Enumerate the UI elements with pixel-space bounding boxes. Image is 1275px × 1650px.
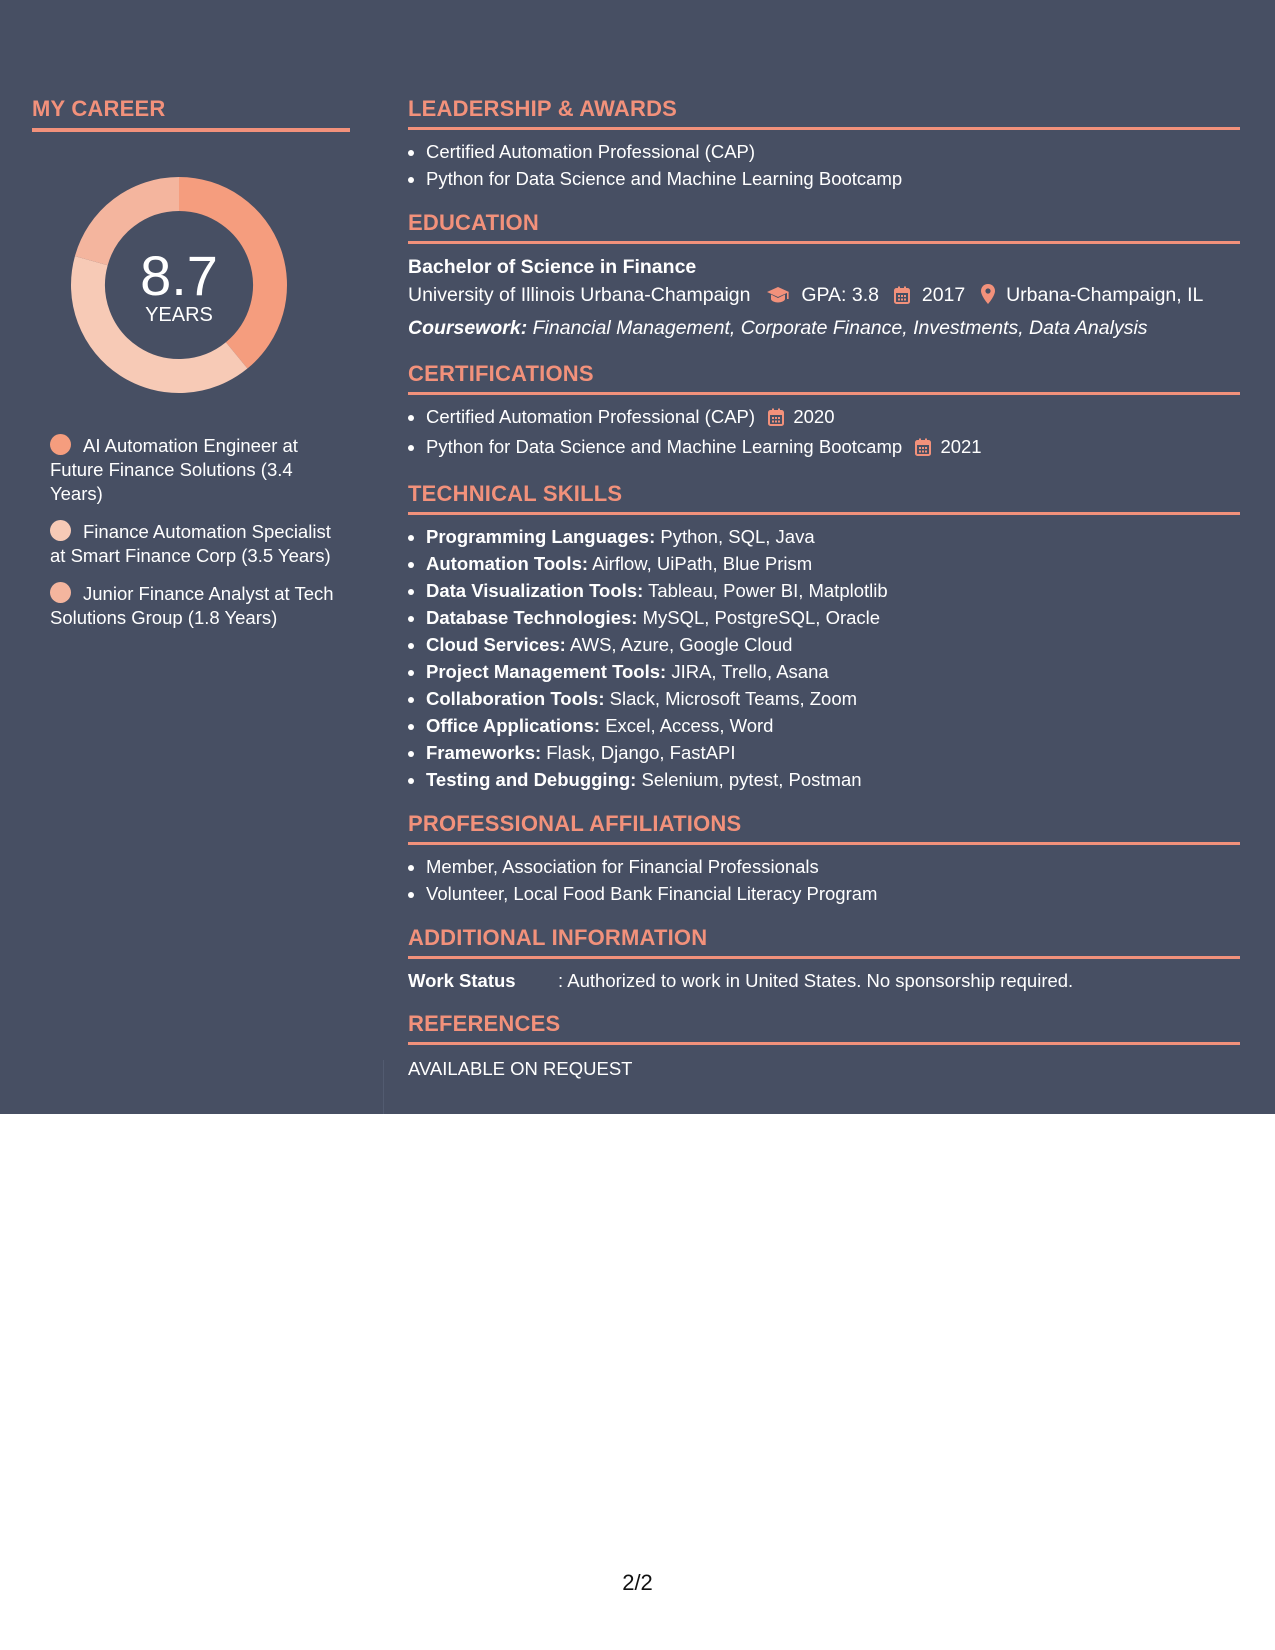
additional-section	[408, 925, 1240, 993]
skill-value: Tableau, Power BI, Matplotlib	[648, 580, 888, 601]
skill-value: Flask, Django, FastAPI	[546, 742, 736, 763]
education-location: Urbana-Champaign, IL	[1006, 284, 1204, 306]
main-content	[408, 96, 1240, 1099]
leadership-item: • Certified Automation Professional (CAP)	[426, 138, 1240, 165]
calendar-icon	[915, 436, 931, 463]
map-pin-icon	[981, 283, 995, 313]
skill-value: Slack, Microsoft Teams, Zoom	[609, 688, 858, 709]
career-donut-chart	[66, 172, 292, 398]
education-school: University of Illinois Urbana-Champaign	[408, 284, 751, 306]
legend-dot-icon	[50, 582, 71, 603]
skill-label: Project Management Tools:	[426, 661, 667, 682]
affiliations-list	[408, 853, 1240, 907]
leadership-section	[408, 96, 1240, 192]
skill-value: Selenium, pytest, Postman	[641, 769, 862, 790]
references-section	[408, 1011, 1240, 1081]
skill-value: JIRA, Trello, Asana	[671, 661, 829, 682]
education-coursework	[408, 313, 1240, 343]
career-sidebar	[32, 96, 352, 644]
education-section	[408, 210, 1240, 343]
career-legend-text: Finance Automation Specialist at Smart Finance Corp (3.5 Years)	[50, 521, 331, 566]
skill-item	[426, 523, 1240, 550]
career-legend-item	[50, 434, 340, 506]
skill-value: Excel, Access, Word	[605, 715, 774, 736]
leadership-item: • Python for Data Science and Machine Learning Bootcamp	[426, 165, 1240, 192]
skill-item	[426, 739, 1240, 766]
affiliation-item: • Volunteer, Local Food Bank Financial Literacy Program	[426, 880, 1240, 907]
skill-item	[426, 766, 1240, 793]
legend-dot-icon	[50, 520, 71, 541]
affiliations-section	[408, 811, 1240, 907]
skill-value: Python, SQL, Java	[660, 526, 815, 547]
skill-label: Database Technologies:	[426, 607, 638, 628]
skill-label: Programming Languages:	[426, 526, 656, 547]
education-year: 2017	[921, 284, 966, 306]
leadership-title: LEADERSHIP & AWARDS	[408, 96, 1240, 130]
certification-name: Certified Automation Professional (CAP)	[426, 406, 756, 427]
total-years-unit: YEARS	[145, 304, 213, 326]
career-title: MY CAREER	[32, 96, 350, 132]
education-details	[408, 280, 1240, 313]
skills-section	[408, 481, 1240, 793]
skill-value: AWS, Azure, Google Cloud	[569, 634, 793, 655]
skill-item	[426, 712, 1240, 739]
page-number: 2/2	[622, 1570, 653, 1595]
affiliation-item: • Member, Association for Financial Professionals	[426, 853, 1240, 880]
work-status-label: Work Status	[408, 970, 516, 991]
skills-title: TECHNICAL SKILLS	[408, 481, 1240, 515]
career-legend-text: Junior Finance Analyst at Tech Solutions Group (1.8 Years)	[50, 583, 334, 628]
total-years-value: 8.7	[140, 244, 218, 307]
skill-value: MySQL, PostgreSQL, Oracle	[642, 607, 881, 628]
certifications-list	[408, 403, 1240, 463]
career-legend-text: AI Automation Engineer at Future Finance Solutions (3.4 Years)	[50, 435, 298, 504]
skill-value: Airflow, UiPath, Blue Prism	[592, 553, 813, 574]
skill-item	[426, 550, 1240, 577]
column-divider	[383, 1060, 384, 1114]
calendar-icon	[894, 283, 910, 313]
donut-center	[66, 172, 292, 398]
references-title: REFERENCES	[408, 1011, 1240, 1045]
skill-label: Cloud Services:	[426, 634, 566, 655]
skill-item	[426, 658, 1240, 685]
career-legend-item	[50, 582, 340, 630]
certifications-section	[408, 361, 1240, 463]
skill-label: Automation Tools:	[426, 553, 589, 574]
certification-year: 2020	[793, 406, 835, 427]
additional-title: ADDITIONAL INFORMATION	[408, 925, 1240, 959]
skills-list	[408, 523, 1240, 793]
education-title: EDUCATION	[408, 210, 1240, 244]
certification-year: 2021	[940, 436, 982, 457]
education-gpa: GPA: 3.8	[801, 284, 880, 306]
skill-label: Data Visualization Tools:	[426, 580, 644, 601]
graduation-cap-icon	[766, 283, 790, 313]
skill-item	[426, 631, 1240, 658]
skill-item	[426, 685, 1240, 712]
work-status-row	[408, 969, 1240, 993]
education-degree: Bachelor of Science in Finance	[408, 256, 697, 278]
calendar-icon	[768, 406, 784, 433]
career-legend-item	[50, 520, 340, 568]
certification-name: Python for Data Science and Machine Learning Bootcamp	[426, 436, 903, 457]
skill-label: Office Applications:	[426, 715, 601, 736]
references-text: AVAILABLE ON REQUEST	[408, 1058, 633, 1079]
legend-dot-icon	[50, 434, 71, 455]
work-status-value: : Authorized to work in United States. No sponsorship required.	[558, 970, 1074, 991]
certifications-title: CERTIFICATIONS	[408, 361, 1240, 395]
skill-label: Testing and Debugging:	[426, 769, 637, 790]
skill-item	[426, 604, 1240, 631]
skill-item	[426, 577, 1240, 604]
leadership-list	[408, 138, 1240, 192]
career-legend	[50, 434, 340, 630]
coursework-label: Coursework:	[408, 317, 528, 339]
certification-item	[426, 403, 1240, 433]
certification-item	[426, 433, 1240, 463]
affiliations-title: PROFESSIONAL AFFILIATIONS	[408, 811, 1240, 845]
skill-label: Frameworks:	[426, 742, 542, 763]
skill-label: Collaboration Tools:	[426, 688, 605, 709]
coursework-value: Financial Management, Corporate Finance, Investments, Data Analysis	[532, 317, 1148, 339]
